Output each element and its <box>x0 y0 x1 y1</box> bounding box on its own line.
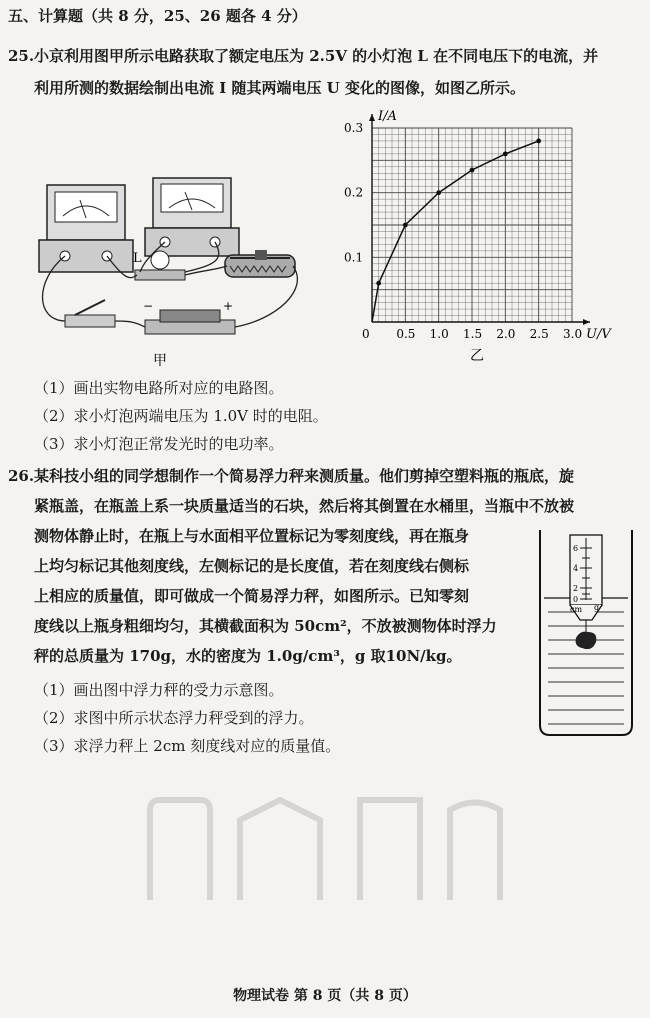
section-title: 五、计算题（共 8 分，25、26 题各 4 分） <box>8 7 307 25</box>
fig-jia-label: 甲 <box>153 353 167 369</box>
battery <box>143 299 235 334</box>
scale-label-4: 4 <box>573 564 579 573</box>
x-tick-label: 0.5 <box>396 327 416 341</box>
q26-line1: 某科技小组的同学想制作一个简易浮力秤来测质量。他们剪掉空塑料瓶的瓶底，旋 <box>34 467 575 485</box>
y-tick-label: 0.2 <box>344 185 364 200</box>
x-tick-label: 3.0 <box>563 327 583 341</box>
page-footer: 物理试卷 第 8 页（共 8 页） <box>233 988 417 1004</box>
iu-graph <box>340 110 620 365</box>
x-tick-labels <box>362 327 582 341</box>
q25-text-line2: 利用所测的数据绘制出电流 I 随其两端电压 U 变化的图像，如图乙所示。 <box>34 79 525 97</box>
q26-line4: 上均匀标记其他刻度线，左侧标记的是长度值，若在刻度线右侧标 <box>34 557 470 575</box>
q25-text-line1: 小京利用图甲所示电路获取了额定电压为 2.5V 的小灯泡 L 在不同电压下的电流，并 <box>34 47 599 65</box>
x-axis-label: U/V <box>586 327 611 342</box>
ammeter <box>39 185 133 272</box>
svg-text:−: − <box>143 299 154 313</box>
x-axis-arrow <box>583 319 590 325</box>
inverted-bottle <box>570 535 602 620</box>
graph-grid <box>372 128 572 322</box>
stone <box>576 620 597 649</box>
x-tick-label: 0 <box>362 327 370 341</box>
q26-sub2: （2）求图中所示状态浮力秤受到的浮力。 <box>34 709 314 727</box>
data-point <box>436 190 441 195</box>
circuit-figure <box>25 170 315 370</box>
y-axis-label: I/A <box>378 110 397 124</box>
q25-sub3: （3）求小灯泡正常发光时的电功率。 <box>34 435 284 453</box>
data-point <box>503 151 508 156</box>
x-tick-label: 1.5 <box>463 327 483 341</box>
q26-sub3: （3）求浮力秤上 2cm 刻度线对应的质量值。 <box>34 737 341 755</box>
q26-line6: 度线以上瓶身粗细均匀，其横截面积为 50cm²，不放被测物体时浮力 <box>34 617 497 635</box>
unit-cm: cm <box>570 605 583 614</box>
x-tick-label: 1.0 <box>429 327 449 341</box>
scale-label-6: 6 <box>573 544 579 553</box>
bulb-label: L <box>133 251 142 266</box>
bleed-through-ghost <box>130 790 510 910</box>
y-tick-label: 0.3 <box>344 121 364 135</box>
svg-text:+: + <box>223 299 234 313</box>
data-point <box>536 139 541 144</box>
y-tick-label: 0.1 <box>344 250 364 265</box>
data-point <box>403 223 408 228</box>
y-tick-labels <box>344 121 363 264</box>
float-scale-figure <box>530 520 640 745</box>
q26-line5: 上相应的质量值，即可做成一个简易浮力秤，如图所示。已知零刻 <box>34 587 470 605</box>
data-point <box>470 168 475 173</box>
scale-label-0: 0 <box>573 595 579 604</box>
y-axis-arrow <box>369 114 375 121</box>
x-tick-label: 2.0 <box>496 327 516 341</box>
fig-yi-label: 乙 <box>470 348 484 364</box>
x-tick-label: 2.5 <box>529 327 549 341</box>
scale-label-2: 2 <box>573 584 579 593</box>
q25-number: 25. <box>8 47 35 65</box>
q26-line2: 紧瓶盖，在瓶盖上系一块质量适当的石块，然后将其倒置在水桶里，当瓶中不放被 <box>34 497 575 515</box>
unit-g: g <box>594 603 600 612</box>
voltmeter <box>145 178 239 256</box>
q25-sub2: （2）求小灯泡两端电压为 1.0V 时的电阻。 <box>34 407 328 425</box>
q26-number: 26. <box>8 467 35 485</box>
q26-line7: 秤的总质量为 170g，水的密度为 1.0g/cm³，g 取10N/kg。 <box>34 647 462 665</box>
q25-sub1: （1）画出实物电路所对应的电路图。 <box>34 379 284 397</box>
data-point <box>376 281 381 286</box>
switch <box>65 300 115 327</box>
q26-sub1: （1）画出图中浮力秤的受力示意图。 <box>34 681 284 699</box>
graph-axes <box>369 114 590 325</box>
q26-line3: 测物体静止时，在瓶上与水面相平位置标记为零刻度线，再在瓶身 <box>34 527 470 545</box>
